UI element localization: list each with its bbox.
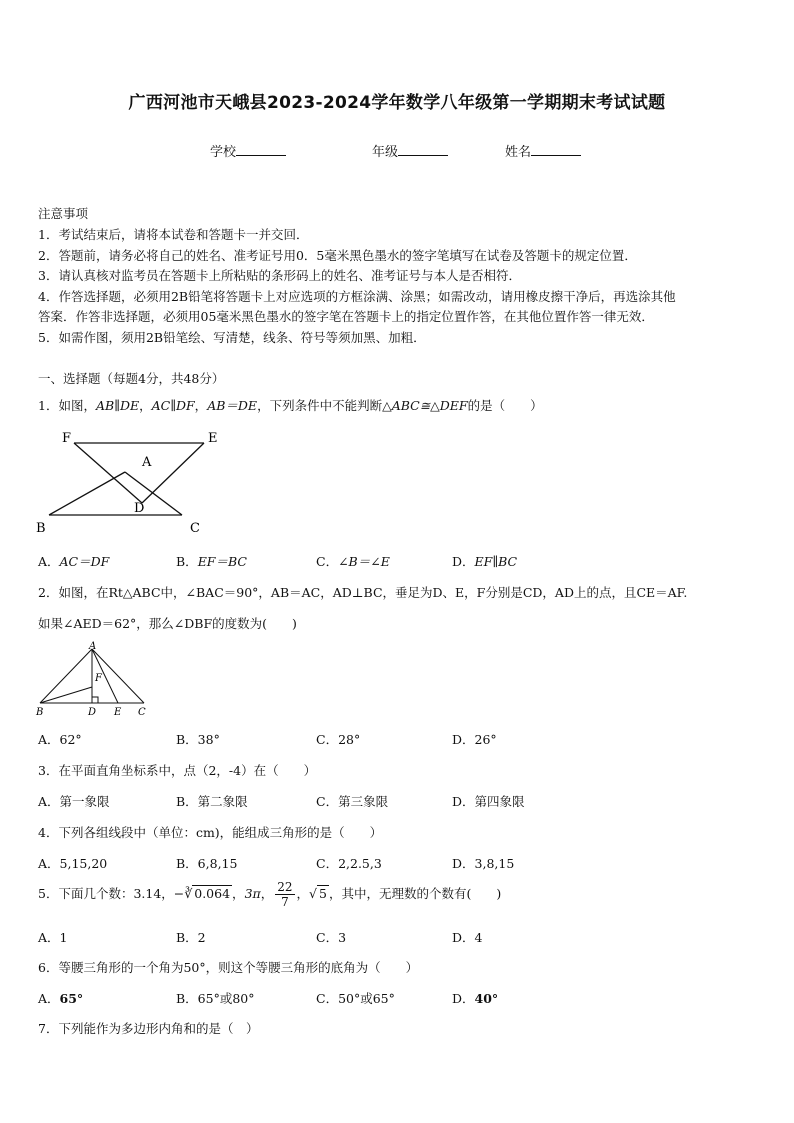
q1-segment-ba xyxy=(49,472,125,515)
q1-segment-ed xyxy=(142,443,204,503)
q1-option-d[interactable] xyxy=(452,552,517,570)
q2-label-b: B xyxy=(36,707,44,718)
notice-item-2: 2．答题前，请务必将自己的姓名、准考证号用0．5毫米黑色墨水的签字笔填写在试卷及答题卡的规定位置． xyxy=(38,248,637,263)
school-blank xyxy=(236,143,286,156)
q5-option-d[interactable]: D．4 xyxy=(452,930,483,945)
q1-option-c[interactable] xyxy=(316,552,390,570)
q4-option-b[interactable]: B．6,8,15 xyxy=(176,856,238,871)
q1-cond4: △ABC≅△DEF xyxy=(382,398,468,413)
q1-label-f: F xyxy=(62,431,72,446)
q2-figure xyxy=(34,641,164,721)
q1-option-d-text: EF∥BC xyxy=(474,554,518,569)
q1-suffix: 的是（ ） xyxy=(467,398,543,413)
q3-option-b[interactable]: B．第二象限 xyxy=(176,794,248,809)
name-field xyxy=(505,141,581,160)
q1-label-b: B xyxy=(36,521,46,536)
q1-option-b-letter: B． xyxy=(176,554,198,569)
question-2-line-2: 如果∠AED＝62°，那么∠DBF的度数为( ) xyxy=(38,616,297,631)
q5-sep1: ， xyxy=(232,886,245,901)
q5-fraction xyxy=(275,880,294,909)
q1-label-d: D xyxy=(134,501,145,516)
q3-option-d[interactable]: D．第四象限 xyxy=(452,794,525,809)
q6-option-a-letter: A． xyxy=(38,991,60,1006)
q1-option-b-text: EF＝BC xyxy=(197,554,247,569)
q1-label-e: E xyxy=(208,431,218,446)
q2-option-d[interactable]: D．26° xyxy=(452,732,497,747)
question-6: 6．等腰三角形的一个角为50°，则这个等腰三角形的底角为（ ） xyxy=(38,960,419,975)
q1-segment-fd xyxy=(74,443,142,503)
q5-option-b[interactable]: B．2 xyxy=(176,930,206,945)
q6-option-b[interactable]: B．65°或80° xyxy=(176,991,255,1006)
q1-cond3: AB＝DE xyxy=(207,398,258,413)
q5-pi-term: 3π xyxy=(244,886,261,901)
q2-label-c: C xyxy=(138,707,146,718)
q1-option-b[interactable] xyxy=(176,552,247,570)
question-2-line-1: 2．如图，在Rt△ABC中，∠BAC＝90°，AB＝AC，AD⊥BC，垂足为D、E，F分别是CD，AD上的点，且CE＝AF. xyxy=(38,585,688,600)
q1-prefix: 1．如图， xyxy=(38,398,96,413)
notice-item-3: 3．请认真核对监考员在答题卡上所粘贴的条形码上的姓名、准考证号与本人是否相符． xyxy=(38,268,521,283)
q2-option-b[interactable]: B．38° xyxy=(176,732,220,747)
q1-option-a[interactable] xyxy=(38,552,109,570)
q1-option-a-letter: A． xyxy=(38,554,60,569)
question-3: 3．在平面直角坐标系中，点（2，-4）在（ ） xyxy=(38,763,317,778)
q2-option-c[interactable]: C．28° xyxy=(316,732,361,747)
grade-field xyxy=(372,141,448,160)
school-label: 学校 xyxy=(210,145,237,160)
q1-option-d-letter: D． xyxy=(452,554,475,569)
q1-label-c: C xyxy=(190,521,200,536)
q2-label-a: A xyxy=(89,641,97,652)
name-blank xyxy=(531,143,581,156)
q2-label-d: D xyxy=(88,707,97,718)
school-field xyxy=(210,141,286,160)
section-heading: 一、选择题（每题4分，共48分） xyxy=(38,371,225,386)
question-5 xyxy=(38,880,501,909)
q2-option-a[interactable]: A．62° xyxy=(38,732,82,747)
q6-option-a-text: 65° xyxy=(59,991,84,1006)
q2-label-f: F xyxy=(95,673,102,684)
q6-option-d-text: 40° xyxy=(474,991,499,1006)
q1-figure xyxy=(34,428,234,540)
q1-mid: ，下列条件中不能判断 xyxy=(257,398,383,413)
q1-option-c-letter: C． xyxy=(316,554,339,569)
q5-sep3: ， xyxy=(296,886,310,901)
grade-blank xyxy=(398,143,448,156)
notice-item-5: 5．如需作图，须用2B铅笔绘、写清楚，线条、符号等须加黑、加粗． xyxy=(38,330,426,345)
q5-fraction-numerator: 22 xyxy=(277,880,293,894)
q4-option-c[interactable]: C．2,2.5,3 xyxy=(316,856,382,871)
q5-fraction-denominator: 7 xyxy=(281,895,289,909)
question-1 xyxy=(38,396,543,414)
q4-option-a[interactable]: A．5,15,20 xyxy=(38,856,108,871)
exam-title: 广西河池市天峨县2023-2024学年数学八年级第一学期期末考试试题 xyxy=(128,93,666,113)
grade-label: 年级 xyxy=(372,145,399,160)
q6-option-d-letter: D． xyxy=(452,991,475,1006)
q1-cond2: AC∥DF xyxy=(151,398,195,413)
q1-option-c-text: ∠B＝∠E xyxy=(338,554,390,569)
q5-option-a[interactable]: A．1 xyxy=(38,930,68,945)
q6-option-c[interactable]: C．50°或65° xyxy=(316,991,395,1006)
notice-heading: 注意事项 xyxy=(38,206,89,221)
question-4: 4．下列各组线段中（单位：cm)，能组成三角形的是（ ） xyxy=(38,825,383,840)
q1-label-a: A xyxy=(142,455,152,470)
question-7: 7．下列能作为多边形内角和的是（ ） xyxy=(38,1021,259,1036)
q2-label-e: E xyxy=(114,707,122,718)
q1-option-a-text: AC＝DF xyxy=(59,554,110,569)
notice-item-4-cont: 答案．作答非选择题，必须用05毫米黑色墨水的签字笔在答题卡上的指定位置作答，在其他位置作答一律无效． xyxy=(38,309,654,324)
notice-item-1: 1．考试结束后，请将本试卷和答题卡一并交回． xyxy=(38,227,309,242)
q3-option-a[interactable]: A．第一象限 xyxy=(38,794,110,809)
notice-item-4: 4．作答选择题，必须用2B铅笔将答题卡上对应选项的方框涂满、涂黑；如需改动，请用橡皮擦干净后，再选涂其他 xyxy=(38,289,676,304)
q3-option-c[interactable]: C．第三象限 xyxy=(316,794,389,809)
q5-suffix: ，其中，无理数的个数有( ) xyxy=(328,886,502,901)
q1-sep1: ， xyxy=(139,398,152,413)
q1-sep2: ， xyxy=(194,398,208,413)
q5-sep2: ， xyxy=(260,886,274,901)
q6-option-d[interactable] xyxy=(452,989,498,1007)
q5-sqrt-sign: √ xyxy=(309,886,318,901)
q4-option-d[interactable]: D．3,8,15 xyxy=(452,856,515,871)
q5-cube-root-value: 0.064 xyxy=(194,886,231,901)
q2-right-angle-mark xyxy=(92,697,98,703)
q5-sqrt-value: 5 xyxy=(319,886,327,901)
name-label: 姓名 xyxy=(505,145,532,160)
q1-cond1: AB∥DE xyxy=(95,398,140,413)
q5-option-c[interactable]: C．3 xyxy=(316,930,347,945)
q6-option-a[interactable] xyxy=(38,989,83,1007)
q5-prefix: 5．下面几个数：3.14， xyxy=(38,886,174,901)
q5-cube-root-sign: −∛ xyxy=(173,886,193,901)
